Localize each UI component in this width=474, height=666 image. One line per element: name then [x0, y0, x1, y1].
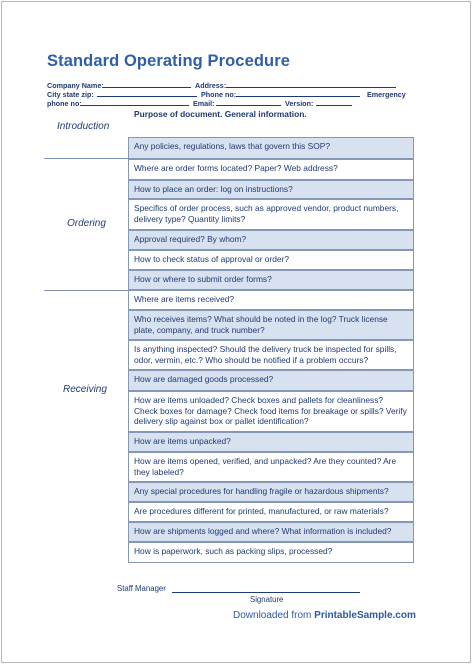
section-receiving: Receiving — [63, 384, 107, 395]
sop-row-18: How is paperwork, such as packing slips, processed? — [128, 542, 414, 563]
sop-row-9: Who receives items? What should be noted in the log? Truck license plate, company, and truck number? — [128, 310, 414, 340]
address-label: Address: — [195, 81, 227, 90]
sop-row-14: How are items opened, verified, and unpacked? Are they counted? Are they labeled? — [128, 452, 414, 482]
footer-brand: PrintableSample.com — [314, 610, 416, 621]
signature-label: Signature — [250, 595, 284, 604]
signature-line — [172, 592, 360, 593]
sop-row-7: How or where to submit order forms? — [128, 270, 414, 290]
sop-row-16: Are procedures different for printed, manufactured, or raw materials? — [128, 502, 414, 522]
staff-manager-label: Staff Manager — [117, 584, 166, 593]
emergency-phone-label: phone no: — [47, 99, 82, 108]
emergency-phone-line — [80, 105, 189, 106]
sop-row-11: How are damaged goods processed? — [128, 370, 414, 391]
footer-watermark — [233, 610, 416, 621]
section-introduction: Introduction — [57, 121, 110, 132]
section-separator-ordering — [44, 158, 128, 159]
sop-row-2: Where are order forms located? Paper? Web address? — [128, 159, 414, 180]
sop-row-12: How are items unloaded? Check boxes and pallets for cleanliness? Check boxes for damage? Check food items for breakage or spills? Verify delivery slip against box or pallet identification? — [128, 391, 414, 432]
sop-row-4: Specifics of order process, such as approved vendor, product numbers, delivery type? Quantity limits? — [128, 199, 414, 230]
sop-row-1: Any policies, regulations, laws that govern this SOP? — [128, 137, 414, 159]
sop-row-15: Any special procedures for handling fragile or hazardous shipments? — [128, 482, 414, 502]
sop-row-8: Where are items received? — [128, 290, 414, 310]
page-title: Standard Operating Procedure — [47, 52, 291, 70]
sop-row-17: How are shipments logged and where? What information is included? — [128, 522, 414, 542]
address-line — [226, 87, 396, 88]
section-ordering: Ordering — [67, 218, 106, 229]
sop-row-5: Approval required? By whom? — [128, 230, 414, 250]
city-state-zip-label: City state zip: — [47, 90, 94, 99]
sop-row-10: Is anything inspected? Should the delivery truck be inspected for spills, odor, vermin, etc.? Who should be notified if a problem occurs? — [128, 340, 414, 370]
phone-no-line — [236, 96, 360, 97]
city-state-zip-line — [97, 96, 197, 97]
emergency-label: Emergency — [367, 90, 406, 99]
version-line — [316, 105, 352, 106]
email-label: Email: — [193, 99, 215, 108]
purpose-text: Purpose of document. General information. — [134, 109, 307, 119]
email-line — [216, 105, 281, 106]
footer-prefix: Downloaded from — [233, 610, 315, 621]
sop-row-6: How to check status of approval or order? — [128, 250, 414, 270]
company-name-line — [103, 87, 191, 88]
sop-row-3: How to place an order: log on instructions? — [128, 180, 414, 199]
company-name-label: Company Name: — [47, 81, 104, 90]
section-separator-receiving — [44, 290, 128, 291]
sop-row-13: How are items unpacked? — [128, 432, 414, 452]
version-label: Version: — [285, 99, 314, 108]
phone-no-label: Phone no: — [201, 90, 237, 99]
